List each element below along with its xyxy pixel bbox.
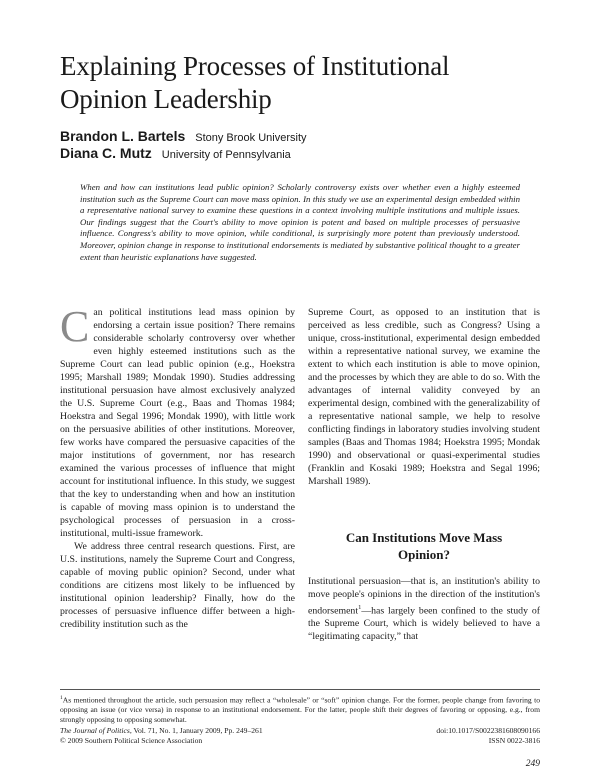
- journal-issn: ISSN 0022-3816: [488, 736, 540, 745]
- journal-name: The Journal of Politics: [60, 726, 130, 735]
- section-heading: Can Institutions Move Mass Opinion?: [345, 530, 503, 562]
- body-column-right: [308, 306, 540, 488]
- author-name: Brandon L. Bartels: [60, 128, 186, 144]
- footnote-marker: 1: [60, 695, 63, 701]
- journal-info: [60, 726, 540, 746]
- author-affiliation: Stony Brook University: [195, 132, 307, 144]
- paragraph-text: —has largely been confined to the study of the Supreme Court, which is widely believed to have a “legitimating capacity,” that: [308, 605, 540, 643]
- body-paragraph: Supreme Court, as opposed to an institution that is perceived as less credible, such as Congress? Using a unique, cross-institutional, experimental design embedded within a representative national survey, we examine the extent to which each institution is able to move opinion, and the processes by which they are able to do so. With the advantages of internal validity conveyed by an experimental design, combined with the generalizability of a representative national sample, we help to resolve conflicting findings in laboratory studies involving student samples (Baas and Thomas 1984; Hoekstra 1995; Mondak 1990) and observational or quasi-experimental studies (Franklin and Kosaki 1989; Hoekstra and Segal 1996; Marshall 1989).: [308, 307, 540, 487]
- journal-doi[interactable]: doi:10.1017/S0022381608090166: [436, 726, 540, 735]
- author-name: Diana C. Mutz: [60, 145, 152, 161]
- footnote-text: As mentioned throughout the article, such persuasion may reflect a “wholesale” or “soft” opinion change. For the former, people change from favoring to opposing an issue (or vice versa) in response to an institutional endorsement. For the latter, people shift their degrees of favoring or opposing, e.g., from strongly opposing to opposing somewhat.: [60, 695, 540, 724]
- article-title: Explaining Processes of Institutional Opinion Leadership: [60, 51, 450, 114]
- page-number: 249: [525, 759, 540, 769]
- abstract: When and how can institutions lead public opinion? Scholarly controversy exists over whether even a highly esteemed institution such as the Supreme Court can move mass opinion. In this study we use an experimental design embedded within a representative national survey to examine these questions in a context involving multiple institutions and multiple issues. Our findings suggest that the Court's ability to move opinion is potent and based on multiple processes of persuasive influence. Congress's ability to move opinion, while conditional, is surprisingly more potent than previously understood. Moreover, opinion change in response to institutional endorsements is mediated by substantive political thought to a greater extent than heuristic explanations have suggested.: [80, 182, 520, 262]
- footnote-ref[interactable]: 1: [358, 604, 362, 611]
- paragraph-text: an political institutions lead mass opinion by endorsing a certain issue position? There remains considerable scholarly controversy over whether even highly esteemed institutions such as the Supreme Court can lead public opinion (e.g., Hoekstra 1995; Marshall 1989; Mondak 1990). Studies addressing institutional persuasion have almost exclusively analyzed the U.S. Supreme Court (e.g., Baas and Thomas 1984; Hoekstra and Segal 1996; Mondak 1990), with little work on the persuasive abilities of other institutions. Moreover, few works have compared the persuasive capacities of the major institutions of government, nor has research examined the various processes of influence that might account for institutional influence. In this study, we suggest that the key to understanding when and how an institution is capable of moving mass opinion is to understand the psychological processes of persuasion in a cross-institutional, multi-issue framework.: [60, 307, 295, 539]
- journal-ids: [436, 726, 540, 746]
- body-paragraph: [308, 575, 540, 643]
- body-paragraph: We address three central research questions. First, are U.S. institutions, namely the Supreme Court and Congress, capable of moving public opinion? Second, under what conditions are citizens most likely to be influenced by institutional opinion leadership? Finally, how do the processes of persuasive influence differ between a high-credibility institution such as the: [60, 541, 295, 630]
- footnote: [60, 694, 540, 724]
- journal-copyright: © 2009 Southern Political Science Association: [60, 736, 203, 745]
- body-column-right-continued: [308, 575, 540, 643]
- author-row: [60, 145, 307, 162]
- body-column-left: [60, 302, 295, 631]
- author-list: [60, 128, 307, 162]
- author-affiliation: University of Pennsylvania: [161, 149, 291, 161]
- paragraph-text: Institutional persuasion—that is, an institution's ability to move people's opinions in the direction of the institution's endorsement: [308, 576, 540, 617]
- author-row: [60, 128, 307, 145]
- body-paragraph: [60, 302, 295, 540]
- journal-volume: , Vol. 71, No. 1, January 2009, Pp. 249–261: [129, 726, 263, 735]
- footnote-divider: [60, 689, 540, 690]
- drop-cap: C: [60, 302, 90, 351]
